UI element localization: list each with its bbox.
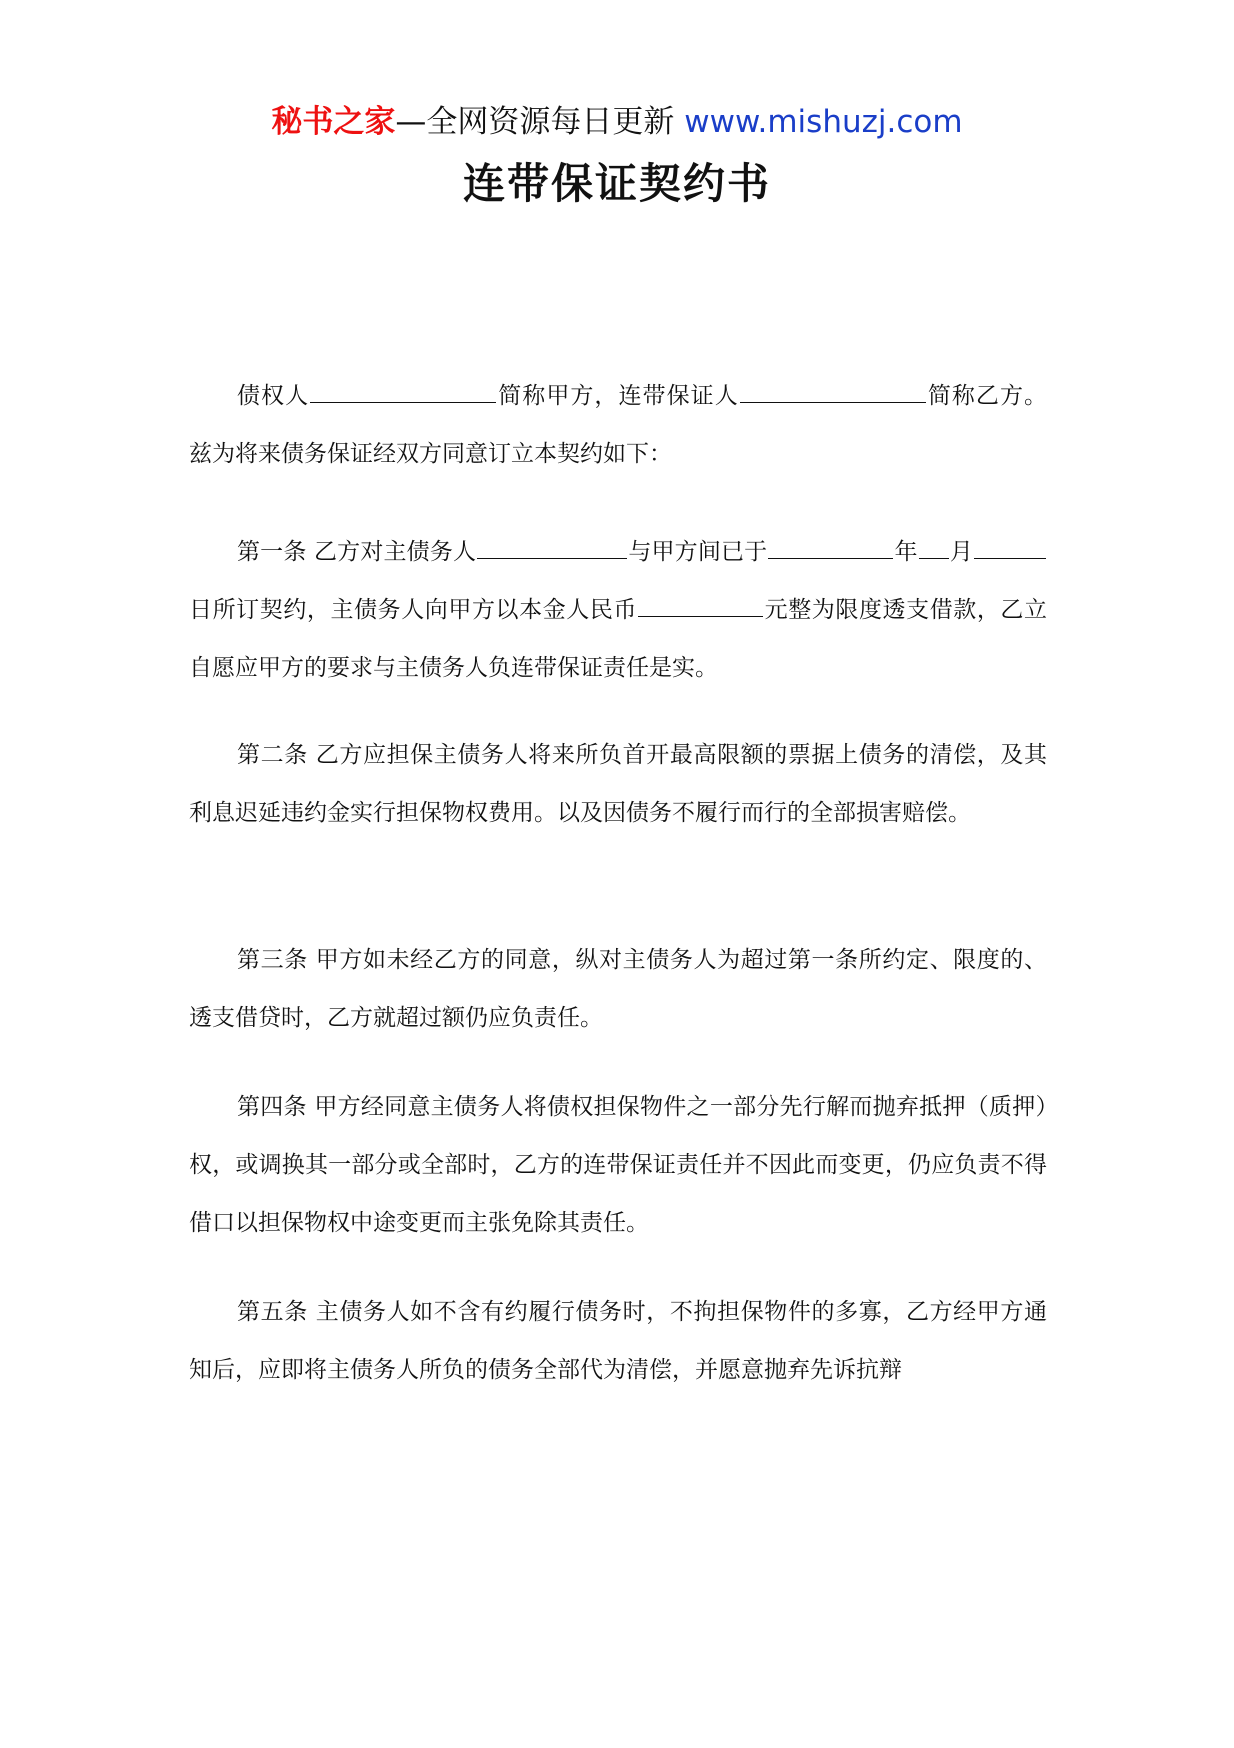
intro-text-agreement: 兹为将来债务保证经双方同意订立本契约如下： — [189, 441, 672, 467]
article-2 — [189, 726, 1047, 842]
guarantor-name-blank — [740, 380, 926, 403]
site-banner — [0, 100, 1234, 144]
article-3 — [189, 931, 1047, 1047]
article-1-text-d: 元整为限度透支借款，乙立自愿应甲方的要求与主债务人负连带保证责任是实。 — [189, 597, 1048, 681]
banner-slogan: —全网资源每日更新 — [395, 104, 675, 140]
article-4-text: 第四条 甲方经同意主债务人将债权担保物件之一部分先行解而抛弃抵押（质押）权，或调换其一部分或全部时，乙方的连带保证责任并不因此而变更，仍应负责不得借口以担保物权中途变更而主张免除其责任。 — [189, 1094, 1047, 1236]
article-4 — [189, 1078, 1047, 1252]
article-1-text-c: 日所订契约，主债务人向甲方以本金人民币 — [189, 597, 638, 623]
intro-text-party-b: 简称乙方。 — [926, 383, 1048, 409]
month-blank — [919, 536, 949, 559]
document-title: 连带保证契约书 — [462, 159, 771, 208]
brand-name: 秘书之家 — [271, 104, 396, 140]
article-5-text: 第五条 主债务人如不含有约履行债务时，不拘担保物件的多寡，乙方经甲方通知后，应即将主债务人所负的债务全部代为清偿，并愿意抛弃先诉抗辩 — [189, 1299, 1047, 1383]
intro-paragraph — [189, 367, 1047, 483]
creditor-name-blank — [310, 380, 496, 403]
article-1-month-label: 月 — [949, 539, 974, 565]
day-blank — [974, 536, 1046, 559]
article-1-text-a: 第一条 乙方对主债务人 — [237, 539, 477, 565]
article-5 — [189, 1283, 1047, 1399]
intro-text-creditor: 债权人 — [237, 383, 310, 409]
article-3-text: 第三条 甲方如未经乙方的同意，纵对主债务人为超过第一条所约定、限度的、透支借贷时，乙方就超过额仍应负责任。 — [189, 947, 1047, 1031]
year-blank — [768, 536, 893, 559]
article-1 — [189, 523, 1047, 697]
article-1-year-label: 年 — [894, 539, 918, 565]
intro-text-guarantor: 简称甲方，连带保证人 — [497, 383, 739, 409]
site-url-link[interactable]: www.mishuzj.com — [684, 104, 963, 140]
article-2-text: 第二条 乙方应担保主债务人将来所负首开最高限额的票据上债务的清偿，及其利息迟延违约金实行担保物权费用。以及因债务不履行而行的全部损害赔偿。 — [189, 742, 1047, 826]
article-1-text-b: 与甲方间已于 — [628, 539, 768, 565]
principal-debtor-blank — [477, 536, 627, 559]
amount-blank — [638, 594, 763, 617]
